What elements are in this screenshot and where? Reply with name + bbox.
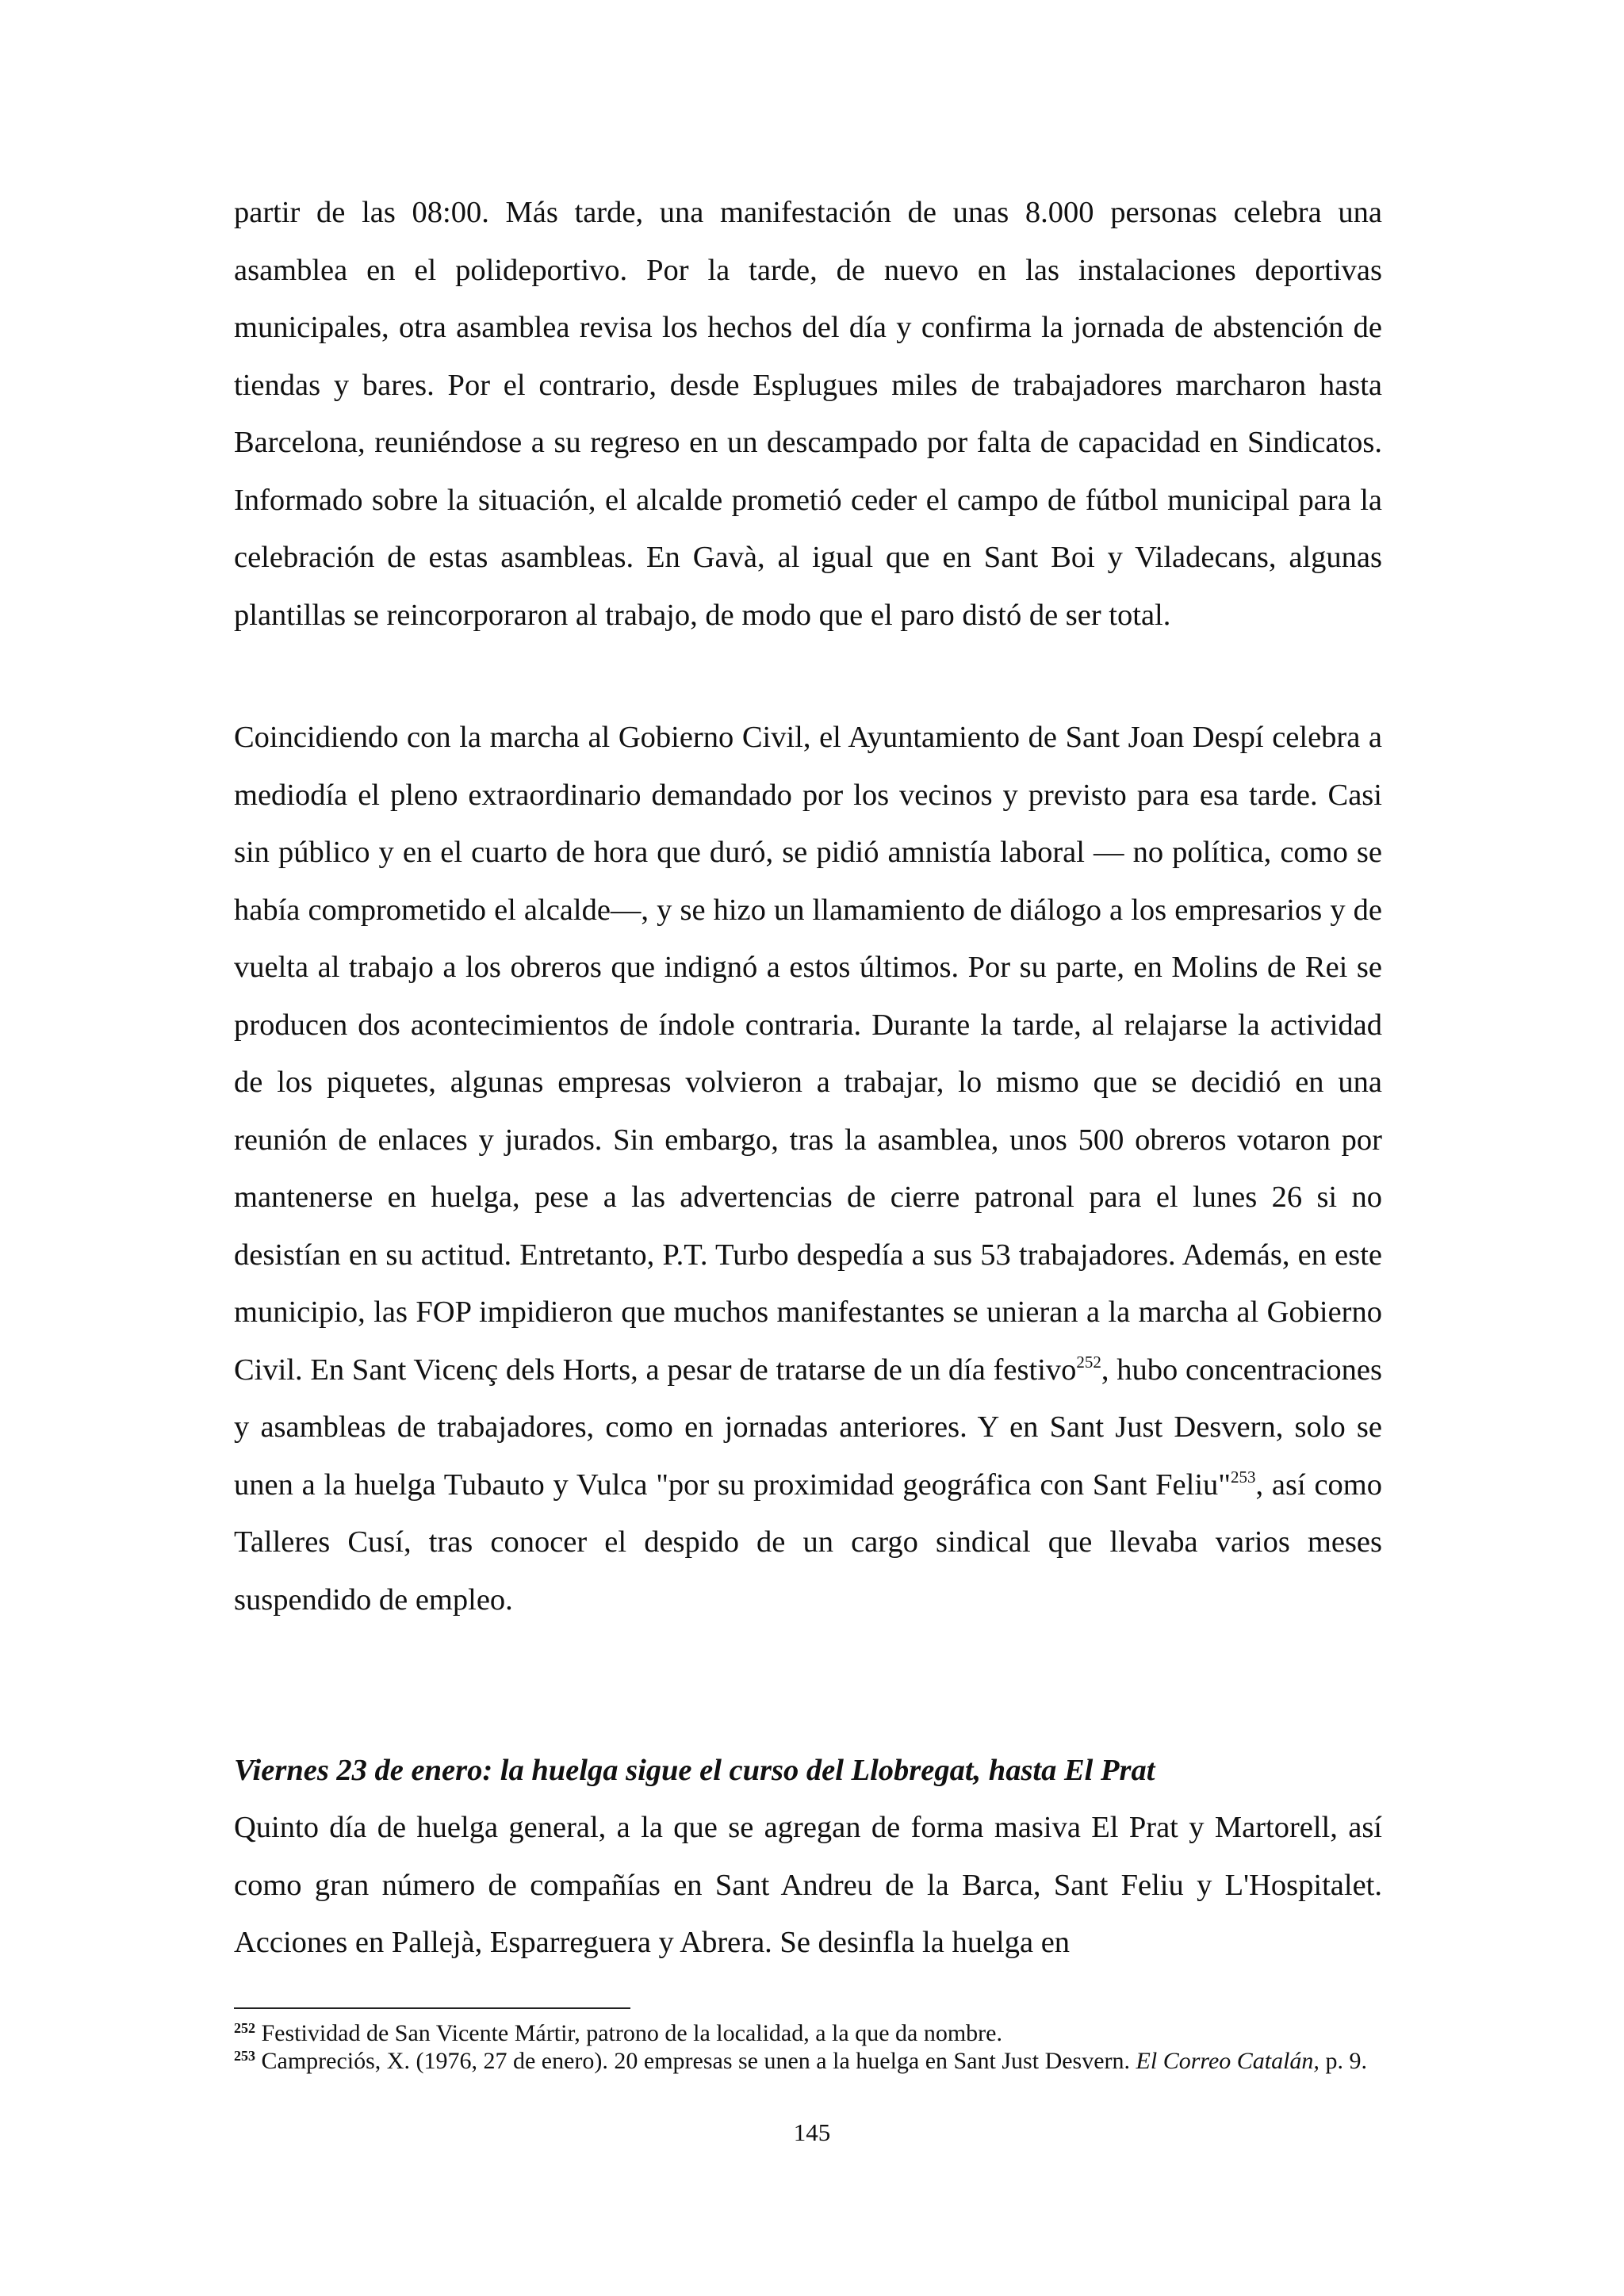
footnote-253-text: Campreciós, X. (1976, 27 de enero). 20 empresas se unen a la huelga en Sant Just Desvern. bbox=[255, 2048, 1136, 2074]
paragraph-1: partir de las 08:00. Más tarde, una manifestación de unas 8.000 personas celebra una asamblea en el polideportivo. Por la tarde, de nuevo en las instalaciones deportivas municipales, otra asamblea revisa los hechos del día y confirma la jornada de abstención de tiendas y bares. Por el contrario, desde Esplugues miles de trabajadores marcharon hasta Barcelona, reuniéndose a su regreso en un descampado por falta de capacidad en Sindicatos. Informado sobre la situación, el alcalde prometió ceder el campo de fútbol municipal para la celebración de estas asambleas. En Gavà, al igual que en Sant Boi y Viladecans, algunas plantillas se reincorporaron al trabajo, de modo que el paro distó de ser total. bbox=[234, 196, 1382, 632]
footnote-ref-253[interactable]: 253 bbox=[1231, 1467, 1256, 1487]
footnote-253-pages: p. 9. bbox=[1319, 2048, 1367, 2074]
paragraph-3: Quinto día de huelga general, a la que se agregan de forma masiva El Prat y Martorell, así como gran número de compañías en Sant Andreu de la Barca, Sant Feliu y L'Hospitalet. Acciones en Pallejà, Esparreguera y Abrera. Se desinfla la huelga en bbox=[234, 1811, 1382, 1959]
paragraph-2-text-a: Coincidiendo con la marcha al Gobierno Civil, el Ayuntamiento de Sant Joan Despí celebra a mediodía el pleno extraordinario demandado por los vecinos y previsto para esa tarde. Casi sin público y en el cuarto de hora que duró, se pidió amnistía laboral — no política, como se había comprometido el alcalde—, y se hizo un llamamiento de diálogo a los empresarios y de vuelta al trabajo a los obreros que indignó a estos últimos. Por su parte, en Molins de Rei se producen dos acontecimientos de índole contraria. Durante la tarde, al relajarse la actividad de los piquetes, algunas empresas volvieron a trabajar, lo mismo que se decidió en una reunión de enlaces y jurados. Sin embargo, tras la asamblea, unos 500 obreros votaron por mantenerse en huelga, pese a las advertencias de cierre patronal para el lunes 26 si no desistían en su actitud. Entretanto, P.T. Turbo despedía a sus 53 trabajadores. Además, en este municipio, las FOP impidieron que muchos manifestantes se unieran a la marcha al Gobierno Civil. En Sant Vicenç dels Horts, a pesar de tratarse de un día festivo bbox=[234, 721, 1382, 1387]
footnote-separator bbox=[234, 2007, 630, 2009]
paragraph-2-text-b: , hubo concentraciones y asambleas de trabajadores, como en jornadas anteriores. Y en Sant Just Desvern, solo se unen a la huelga Tubauto y Vulca "por su proximidad geográfica con Sant Feliu" bbox=[234, 1353, 1383, 1502]
footnote-ref-252[interactable]: 252 bbox=[1076, 1352, 1101, 1372]
body-text-bottom bbox=[234, 1799, 1382, 1972]
footnote-253-source: El Correo Catalán, bbox=[1136, 2048, 1320, 2074]
page-number: 145 bbox=[793, 2118, 831, 2146]
body-text-middle bbox=[234, 709, 1382, 1628]
paragraph-2 bbox=[234, 709, 1382, 1628]
paragraph-2-text-c: , así como Talleres Cusí, tras conocer el despido de un cargo sindical que llevaba varios meses suspendido de empleo. bbox=[234, 1468, 1382, 1617]
footnote-253 bbox=[234, 2047, 1382, 2075]
footnote-252-text: Festividad de San Vicente Mártir, patrono de la localidad, a la que da nombre. bbox=[255, 2020, 1002, 2046]
footnote-252 bbox=[234, 2019, 1382, 2047]
body-text-top bbox=[234, 184, 1382, 644]
footnotes bbox=[234, 2019, 1382, 2075]
footnote-mark-252: 252 bbox=[234, 2020, 255, 2036]
footnote-mark-253: 253 bbox=[234, 2048, 255, 2064]
section-heading: Viernes 23 de enero: la huelga sigue el curso del Llobregat, hasta El Prat bbox=[234, 1754, 1155, 1787]
